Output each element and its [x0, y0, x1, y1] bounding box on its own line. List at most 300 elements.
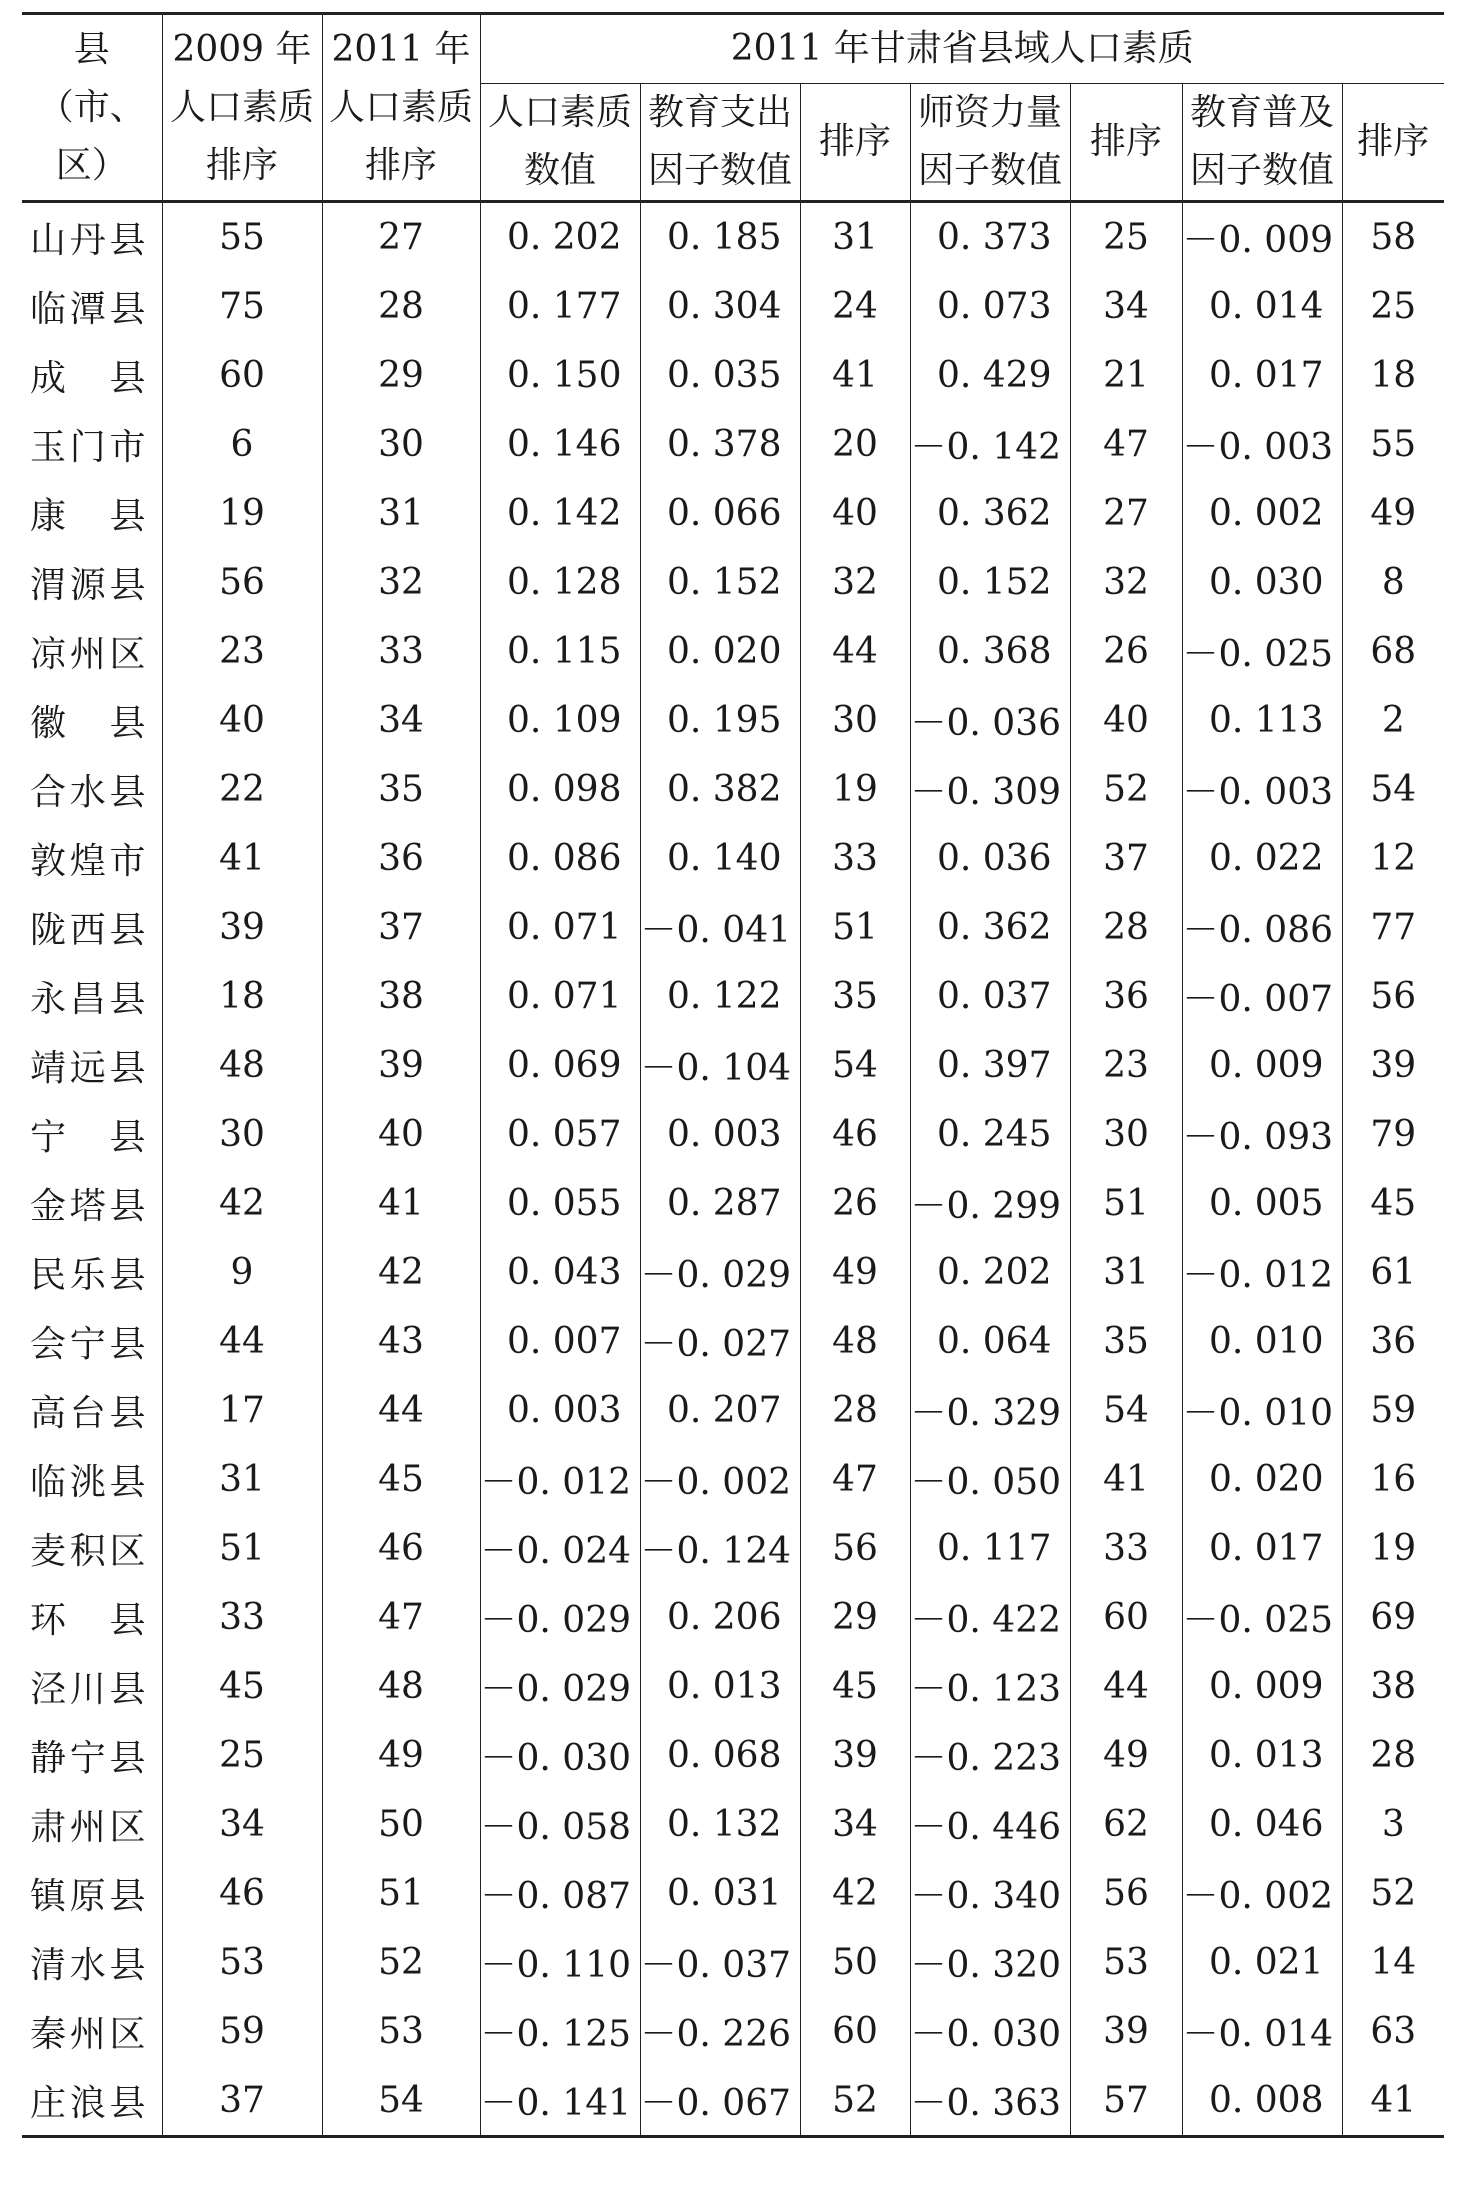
cell-rank-2011: 30 [322, 410, 480, 479]
cell-rank-c: 77 [1342, 893, 1444, 962]
cell-edu-pop: －0. 009 [1182, 202, 1342, 273]
cell-quality-value: －0. 125 [480, 1997, 640, 2066]
cell-county: 合水县 [30, 772, 146, 813]
cell-rank-2009: 39 [162, 893, 322, 962]
cell-rank-2011: 29 [322, 341, 480, 410]
cell-rank-c: 49 [1342, 479, 1444, 548]
header-rank-2011-line1: 人口素质 [328, 86, 473, 128]
cell-quality-value: 0. 202 [480, 202, 640, 273]
cell-rank-c: 54 [1342, 755, 1444, 824]
cell-rank-a: 31 [800, 202, 910, 273]
cell-rank-2011: 39 [322, 1031, 480, 1100]
header-edu-spend-line1: 教育支出 [647, 92, 792, 133]
cell-county: 山丹县 [30, 220, 146, 261]
header-teacher [910, 84, 1070, 202]
cell-rank-c: 58 [1342, 202, 1444, 273]
cell-rank-b: 62 [1070, 1790, 1182, 1859]
cell-rank-b: 37 [1070, 824, 1182, 893]
cell-rank-a: 19 [800, 755, 910, 824]
cell-rank-2011: 32 [322, 548, 480, 617]
cell-teacher: －0. 223 [910, 1721, 1070, 1790]
cell-teacher: －0. 030 [910, 1997, 1070, 2066]
cell-rank-b: 57 [1070, 2066, 1182, 2137]
cell-rank-b: 32 [1070, 548, 1182, 617]
cell-edu-spend: 0. 207 [640, 1376, 800, 1445]
cell-rank-2009: 51 [162, 1514, 322, 1583]
cell-rank-2009: 59 [162, 1997, 322, 2066]
cell-county: 庄浪县 [30, 2083, 146, 2124]
cell-county: 高台县 [30, 1393, 146, 1434]
cell-rank-a: 39 [800, 1721, 910, 1790]
cell-rank-2011: 42 [322, 1238, 480, 1307]
cell-teacher: 0. 368 [910, 617, 1070, 686]
cell-edu-pop: －0. 003 [1182, 410, 1342, 479]
cell-rank-c: 52 [1342, 1859, 1444, 1928]
cell-quality-value: －0. 058 [480, 1790, 640, 1859]
cell-teacher: －0. 142 [910, 410, 1070, 479]
cell-edu-spend: －0. 104 [640, 1031, 800, 1100]
header-rank-2011-year: 2011 年 [331, 28, 471, 70]
table-row [22, 1859, 1444, 1928]
cell-teacher: 0. 429 [910, 341, 1070, 410]
cell-county: 宁 县 [30, 1117, 146, 1158]
cell-edu-pop: －0. 002 [1182, 1859, 1342, 1928]
cell-edu-pop: －0. 014 [1182, 1997, 1342, 2066]
cell-edu-pop: －0. 086 [1182, 893, 1342, 962]
cell-rank-2011: 52 [322, 1928, 480, 1997]
cell-county: 秦州区 [30, 2014, 146, 2055]
cell-teacher: 0. 397 [910, 1031, 1070, 1100]
cell-edu-spend: 0. 287 [640, 1169, 800, 1238]
table-header [22, 14, 1444, 202]
cell-county: 民乐县 [30, 1255, 146, 1296]
cell-edu-spend: 0. 122 [640, 962, 800, 1031]
cell-rank-2011: 45 [322, 1445, 480, 1514]
cell-rank-c: 55 [1342, 410, 1444, 479]
cell-edu-spend: 0. 068 [640, 1721, 800, 1790]
cell-rank-b: 33 [1070, 1514, 1182, 1583]
cell-teacher: －0. 363 [910, 2066, 1070, 2137]
cell-rank-2009: 22 [162, 755, 322, 824]
header-rank-2011-line2: 排序 [364, 144, 437, 186]
cell-rank-a: 28 [800, 1376, 910, 1445]
cell-rank-c: 19 [1342, 1514, 1444, 1583]
cell-rank-a: 54 [800, 1031, 910, 1100]
cell-quality-value: 0. 069 [480, 1031, 640, 1100]
cell-teacher: 0. 202 [910, 1238, 1070, 1307]
cell-edu-pop: －0. 012 [1182, 1238, 1342, 1307]
cell-rank-a: 60 [800, 1997, 910, 2066]
cell-edu-spend: 0. 206 [640, 1583, 800, 1652]
cell-edu-pop: －0. 007 [1182, 962, 1342, 1031]
header-rank-a: 排序 [800, 84, 910, 202]
header-rank-2009-year: 2009 年 [172, 28, 312, 70]
cell-rank-2009: 31 [162, 1445, 322, 1514]
cell-rank-c: 56 [1342, 962, 1444, 1031]
cell-rank-b: 49 [1070, 1721, 1182, 1790]
cell-quality-value: －0. 110 [480, 1928, 640, 1997]
cell-rank-b: 39 [1070, 1997, 1182, 2066]
cell-rank-2009: 18 [162, 962, 322, 1031]
table-row [22, 617, 1444, 686]
cell-teacher: －0. 340 [910, 1859, 1070, 1928]
cell-teacher: －0. 309 [910, 755, 1070, 824]
cell-rank-b: 30 [1070, 1100, 1182, 1169]
cell-rank-a: 52 [800, 2066, 910, 2137]
cell-rank-b: 44 [1070, 1652, 1182, 1721]
cell-county: 徽 县 [30, 703, 146, 744]
cell-edu-spend: －0. 002 [640, 1445, 800, 1514]
cell-edu-spend: 0. 304 [640, 272, 800, 341]
cell-rank-2011: 27 [322, 202, 480, 273]
cell-rank-a: 40 [800, 479, 910, 548]
cell-edu-spend: 0. 013 [640, 1652, 800, 1721]
table-row [22, 548, 1444, 617]
cell-quality-value: 0. 071 [480, 962, 640, 1031]
cell-county: 清水县 [30, 1945, 146, 1986]
cell-rank-b: 21 [1070, 341, 1182, 410]
cell-rank-2009: 45 [162, 1652, 322, 1721]
table-row [22, 1790, 1444, 1859]
table-row [22, 1169, 1444, 1238]
table-row [22, 1652, 1444, 1721]
cell-rank-2009: 33 [162, 1583, 322, 1652]
cell-edu-pop: －0. 025 [1182, 617, 1342, 686]
table-row [22, 1238, 1444, 1307]
cell-edu-pop: 0. 021 [1182, 1928, 1342, 1997]
cell-rank-b: 56 [1070, 1859, 1182, 1928]
cell-quality-value: －0. 029 [480, 1583, 640, 1652]
cell-teacher: －0. 329 [910, 1376, 1070, 1445]
cell-rank-2009: 30 [162, 1100, 322, 1169]
cell-county: 临潭县 [30, 289, 146, 330]
cell-teacher: －0. 050 [910, 1445, 1070, 1514]
cell-quality-value: 0. 098 [480, 755, 640, 824]
cell-rank-a: 30 [800, 686, 910, 755]
cell-rank-a: 32 [800, 548, 910, 617]
cell-rank-c: 16 [1342, 1445, 1444, 1514]
cell-rank-c: 79 [1342, 1100, 1444, 1169]
cell-edu-pop: 0. 009 [1182, 1652, 1342, 1721]
cell-teacher: 0. 373 [910, 202, 1070, 273]
table-row [22, 1928, 1444, 1997]
cell-quality-value: 0. 003 [480, 1376, 640, 1445]
cell-rank-a: 29 [800, 1583, 910, 1652]
cell-county: 渭源县 [30, 565, 146, 606]
cell-quality-value: －0. 141 [480, 2066, 640, 2137]
header-rank-b: 排序 [1070, 84, 1182, 202]
cell-rank-2009: 55 [162, 202, 322, 273]
header-quality-line1: 人口素质 [487, 92, 632, 133]
cell-rank-b: 60 [1070, 1583, 1182, 1652]
cell-rank-b: 53 [1070, 1928, 1182, 1997]
cell-quality-value: －0. 024 [480, 1514, 640, 1583]
cell-rank-2009: 75 [162, 272, 322, 341]
cell-rank-b: 23 [1070, 1031, 1182, 1100]
cell-rank-2009: 60 [162, 341, 322, 410]
table-row [22, 1997, 1444, 2066]
cell-county: 镇原县 [30, 1876, 146, 1917]
cell-rank-a: 45 [800, 1652, 910, 1721]
cell-quality-value: 0. 086 [480, 824, 640, 893]
header-edu-spend [640, 84, 800, 202]
table-row [22, 1100, 1444, 1169]
cell-edu-pop: 0. 020 [1182, 1445, 1342, 1514]
cell-rank-2011: 35 [322, 755, 480, 824]
cell-rank-c: 68 [1342, 617, 1444, 686]
header-rank-2009-line1: 人口素质 [169, 86, 314, 128]
cell-edu-pop: －0. 003 [1182, 755, 1342, 824]
cell-edu-spend: 0. 031 [640, 1859, 800, 1928]
header-quality-value [480, 84, 640, 202]
cell-rank-a: 42 [800, 1859, 910, 1928]
table-row [22, 962, 1444, 1031]
table-row [22, 1721, 1444, 1790]
cell-rank-c: 8 [1342, 548, 1444, 617]
cell-rank-2009: 17 [162, 1376, 322, 1445]
cell-rank-b: 41 [1070, 1445, 1182, 1514]
cell-county: 康 县 [30, 496, 146, 537]
cell-rank-2011: 33 [322, 617, 480, 686]
cell-teacher: －0. 320 [910, 1928, 1070, 1997]
cell-county: 陇西县 [30, 910, 146, 951]
cell-county: 成 县 [30, 358, 146, 399]
cell-edu-pop: －0. 010 [1182, 1376, 1342, 1445]
cell-edu-pop: 0. 002 [1182, 479, 1342, 548]
cell-edu-spend: －0. 029 [640, 1238, 800, 1307]
cell-rank-c: 14 [1342, 1928, 1444, 1997]
cell-rank-2009: 41 [162, 824, 322, 893]
cell-rank-2009: 40 [162, 686, 322, 755]
cell-edu-spend: 0. 382 [640, 755, 800, 824]
cell-rank-a: 46 [800, 1100, 910, 1169]
cell-rank-a: 24 [800, 272, 910, 341]
cell-rank-c: 38 [1342, 1652, 1444, 1721]
cell-rank-b: 35 [1070, 1307, 1182, 1376]
cell-rank-a: 51 [800, 893, 910, 962]
header-rank-c: 排序 [1342, 84, 1444, 202]
cell-teacher: －0. 299 [910, 1169, 1070, 1238]
cell-edu-spend: －0. 226 [640, 1997, 800, 2066]
cell-edu-spend: －0. 037 [640, 1928, 800, 1997]
cell-rank-b: 47 [1070, 410, 1182, 479]
cell-edu-pop: －0. 093 [1182, 1100, 1342, 1169]
cell-rank-a: 49 [800, 1238, 910, 1307]
cell-edu-pop: 0. 022 [1182, 824, 1342, 893]
cell-rank-2011: 41 [322, 1169, 480, 1238]
cell-county: 静宁县 [30, 1738, 146, 1779]
cell-rank-b: 36 [1070, 962, 1182, 1031]
cell-rank-c: 45 [1342, 1169, 1444, 1238]
table-row [22, 1376, 1444, 1445]
table-row [22, 1514, 1444, 1583]
cell-edu-pop: 0. 046 [1182, 1790, 1342, 1859]
cell-rank-2011: 44 [322, 1376, 480, 1445]
cell-county: 肃州区 [30, 1807, 146, 1848]
cell-rank-2009: 42 [162, 1169, 322, 1238]
cell-edu-spend: －0. 041 [640, 893, 800, 962]
cell-rank-2009: 25 [162, 1721, 322, 1790]
cell-rank-2011: 37 [322, 893, 480, 962]
cell-county: 凉州区 [30, 634, 146, 675]
cell-rank-2009: 19 [162, 479, 322, 548]
cell-edu-spend: 0. 020 [640, 617, 800, 686]
cell-rank-c: 59 [1342, 1376, 1444, 1445]
table-row [22, 686, 1444, 755]
cell-rank-a: 33 [800, 824, 910, 893]
table-row [22, 755, 1444, 824]
cell-edu-spend: 0. 152 [640, 548, 800, 617]
cell-edu-pop: 0. 005 [1182, 1169, 1342, 1238]
cell-county: 会宁县 [30, 1324, 146, 1365]
cell-rank-2009: 44 [162, 1307, 322, 1376]
cell-rank-c: 69 [1342, 1583, 1444, 1652]
cell-county: 永昌县 [30, 979, 146, 1020]
table-body [22, 202, 1444, 2137]
cell-rank-b: 34 [1070, 272, 1182, 341]
cell-edu-spend: 0. 378 [640, 410, 800, 479]
cell-teacher: 0. 152 [910, 548, 1070, 617]
cell-quality-value: 0. 007 [480, 1307, 640, 1376]
cell-quality-value: 0. 043 [480, 1238, 640, 1307]
cell-edu-pop: 0. 008 [1182, 2066, 1342, 2137]
cell-quality-value: 0. 146 [480, 410, 640, 479]
cell-quality-value: 0. 128 [480, 548, 640, 617]
cell-rank-2011: 36 [322, 824, 480, 893]
cell-edu-spend: 0. 003 [640, 1100, 800, 1169]
cell-rank-b: 26 [1070, 617, 1182, 686]
cell-rank-2011: 40 [322, 1100, 480, 1169]
cell-edu-pop: 0. 014 [1182, 272, 1342, 341]
header-quality-line2: 数值 [523, 150, 596, 191]
cell-rank-2011: 48 [322, 1652, 480, 1721]
cell-rank-2011: 46 [322, 1514, 480, 1583]
cell-rank-c: 61 [1342, 1238, 1444, 1307]
table-row [22, 272, 1444, 341]
table-row [22, 1307, 1444, 1376]
cell-rank-c: 39 [1342, 1031, 1444, 1100]
cell-county: 金塔县 [30, 1186, 146, 1227]
cell-rank-b: 54 [1070, 1376, 1182, 1445]
cell-rank-a: 48 [800, 1307, 910, 1376]
header-rank-2009 [162, 14, 322, 202]
header-rank-2011 [322, 14, 480, 202]
cell-teacher: －0. 446 [910, 1790, 1070, 1859]
cell-rank-b: 27 [1070, 479, 1182, 548]
cell-rank-2009: 6 [162, 410, 322, 479]
cell-rank-2009: 23 [162, 617, 322, 686]
cell-rank-2011: 54 [322, 2066, 480, 2137]
cell-quality-value: 0. 115 [480, 617, 640, 686]
cell-rank-c: 28 [1342, 1721, 1444, 1790]
cell-rank-2011: 47 [322, 1583, 480, 1652]
cell-quality-value: －0. 087 [480, 1859, 640, 1928]
cell-rank-2009: 46 [162, 1859, 322, 1928]
cell-county: 玉门市 [30, 427, 146, 468]
cell-rank-2011: 28 [322, 272, 480, 341]
cell-quality-value: －0. 029 [480, 1652, 640, 1721]
table-row [22, 824, 1444, 893]
cell-rank-c: 25 [1342, 272, 1444, 341]
cell-quality-value: 0. 150 [480, 341, 640, 410]
table-row [22, 2066, 1444, 2137]
cell-quality-value: －0. 012 [480, 1445, 640, 1514]
cell-county: 靖远县 [30, 1048, 146, 1089]
population-quality-table [22, 12, 1444, 2138]
cell-edu-spend: 0. 035 [640, 341, 800, 410]
cell-quality-value: 0. 055 [480, 1169, 640, 1238]
header-edu-pop-line1: 教育普及 [1189, 92, 1334, 133]
cell-edu-spend: 0. 066 [640, 479, 800, 548]
header-edu-pop-line2: 因子数值 [1189, 150, 1334, 191]
cell-edu-spend: －0. 124 [640, 1514, 800, 1583]
header-edu-spend-line2: 因子数值 [647, 150, 792, 191]
cell-edu-spend: 0. 132 [640, 1790, 800, 1859]
table-row [22, 341, 1444, 410]
header-edu-pop [1182, 84, 1342, 202]
cell-rank-2009: 56 [162, 548, 322, 617]
cell-edu-spend: －0. 067 [640, 2066, 800, 2137]
table-row [22, 202, 1444, 273]
header-teacher-line2: 因子数值 [917, 150, 1062, 191]
cell-rank-c: 41 [1342, 2066, 1444, 2137]
cell-edu-pop: 0. 009 [1182, 1031, 1342, 1100]
cell-rank-2011: 53 [322, 1997, 480, 2066]
cell-quality-value: 0. 142 [480, 479, 640, 548]
table-row [22, 410, 1444, 479]
table-row [22, 893, 1444, 962]
cell-rank-2011: 38 [322, 962, 480, 1031]
cell-rank-b: 25 [1070, 202, 1182, 273]
population-quality-table-container [22, 12, 1444, 2138]
header-rank-2009-line2: 排序 [205, 144, 278, 186]
header-county-sub: （市、区） [37, 86, 146, 186]
cell-edu-pop: －0. 025 [1182, 1583, 1342, 1652]
cell-rank-a: 56 [800, 1514, 910, 1583]
cell-rank-2009: 48 [162, 1031, 322, 1100]
cell-teacher: －0. 123 [910, 1652, 1070, 1721]
header-teacher-line1: 师资力量 [917, 92, 1062, 133]
cell-edu-spend: －0. 027 [640, 1307, 800, 1376]
cell-rank-2011: 51 [322, 1859, 480, 1928]
cell-county: 敦煌市 [30, 841, 146, 882]
cell-rank-2009: 37 [162, 2066, 322, 2137]
cell-teacher: －0. 422 [910, 1583, 1070, 1652]
cell-rank-c: 12 [1342, 824, 1444, 893]
cell-edu-pop: 0. 030 [1182, 548, 1342, 617]
cell-edu-spend: 0. 185 [640, 202, 800, 273]
cell-quality-value: 0. 057 [480, 1100, 640, 1169]
header-county-label: 县 [73, 28, 110, 70]
cell-rank-a: 47 [800, 1445, 910, 1514]
cell-rank-a: 44 [800, 617, 910, 686]
cell-rank-c: 2 [1342, 686, 1444, 755]
cell-teacher: 0. 036 [910, 824, 1070, 893]
cell-teacher: 0. 245 [910, 1100, 1070, 1169]
table-row [22, 1445, 1444, 1514]
cell-rank-2009: 34 [162, 1790, 322, 1859]
cell-rank-b: 40 [1070, 686, 1182, 755]
cell-quality-value: 0. 071 [480, 893, 640, 962]
cell-edu-pop: 0. 010 [1182, 1307, 1342, 1376]
cell-edu-pop: 0. 017 [1182, 341, 1342, 410]
cell-rank-a: 34 [800, 1790, 910, 1859]
cell-teacher: 0. 117 [910, 1514, 1070, 1583]
cell-quality-value: 0. 109 [480, 686, 640, 755]
cell-rank-b: 28 [1070, 893, 1182, 962]
cell-edu-spend: 0. 195 [640, 686, 800, 755]
header-group-title: 2011 年甘肃省县域人口素质 [480, 14, 1444, 84]
